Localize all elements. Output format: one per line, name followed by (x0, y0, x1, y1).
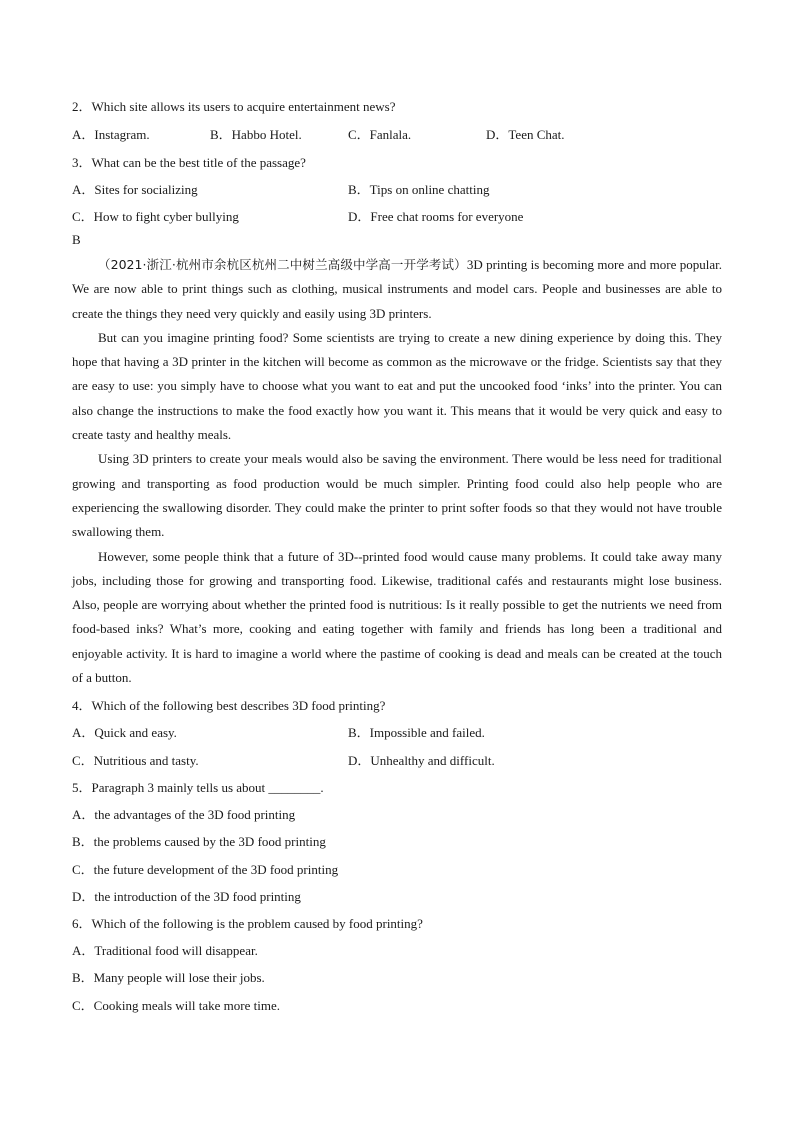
question-3-option-d: D．Free chat rooms for everyone (348, 209, 524, 224)
question-3-stem: 3．What can be the best title of the passage? (72, 155, 306, 170)
question-5-stem: 5．Paragraph 3 mainly tells us about ________. (72, 780, 324, 795)
question-3-option-a: A．Sites for socializing (72, 182, 198, 197)
question-6-stem: 6．Which of the following is the problem caused by food printing? (72, 916, 423, 931)
passage-source: （2021·浙江·杭州市余杭区杭州二中树兰高级中学高一开学考试） (98, 257, 467, 272)
question-2-option-c: C．Fanlala. (348, 127, 412, 142)
passage (72, 253, 722, 690)
question-6-option-a: A．Traditional food will disappear. (72, 943, 258, 958)
question-5-option-a: A．the advantages of the 3D food printing (72, 807, 296, 822)
passage-paragraph-4: However, some people think that a future of 3D--printed food would cause many problems. It could take away many jobs, including those for growing and transporting food. Likewise, traditional cafés and restaurants might lose business. Also, people are worrying about whether the printed food is nutritious: Is it really possible to get the nutrients we need from food-based inks? What’s more, cooking and eating together with family and friends has long been a traditional and enjoyable activity. It is hard to imagine a world where the pastime of cooking is dead and meals can be created at the touch of a button. (72, 548, 722, 686)
question-5-option-c: C．the future development of the 3D food printing (72, 862, 339, 877)
question-4-option-c: C．Nutritious and tasty. (72, 753, 199, 768)
passage-paragraph-1 (72, 253, 722, 326)
question-2-option-a: A．Instagram. (72, 127, 150, 142)
section-label: B (72, 232, 81, 247)
passage-paragraph-2: But can you imagine printing food? Some scientists are trying to create a new dining experience by doing this. They hope that having a 3D printer in the kitchen will become as common as the microwave or the fridge. Scientists say that they are easy to use: you simply have to choose what you want to eat and put the uncooked food ‘inks’ into the printer. You can also change the instructions to make the food exactly how you want it. This means that it would be very quick and easy to create tasty and healthy meals. (72, 329, 722, 443)
question-4-option-a: A．Quick and easy. (72, 725, 177, 740)
question-4-option-b: B．Impossible and failed. (348, 725, 485, 740)
question-3-option-c: C．How to fight cyber bullying (72, 209, 239, 224)
question-5-option-d: D．the introduction of the 3D food printing (72, 889, 301, 904)
question-5-option-b: B．the problems caused by the 3D food printing (72, 834, 326, 849)
question-3-option-b: B．Tips on online chatting (348, 182, 490, 197)
passage-paragraph-3: Using 3D printers to create your meals would also be saving the environment. There would be less need for traditional growing and transporting as food production would be much simpler. Printing food could also help people who are experiencing the swallowing disorder. They could make the printer to print softer foods so that they would not have trouble swallowing them. (72, 451, 722, 540)
question-2-option-d: D．Teen Chat. (486, 127, 565, 142)
question-2-stem: 2．Which site allows its users to acquire entertainment news? (72, 99, 396, 114)
question-4-option-d: D．Unhealthy and difficult. (348, 753, 495, 768)
question-4-stem: 4．Which of the following best describes 3D food printing? (72, 698, 386, 713)
question-6-option-b: B．Many people will lose their jobs. (72, 970, 265, 985)
question-2-option-b: B．Habbo Hotel. (210, 127, 302, 142)
question-6-option-c: C．Cooking meals will take more time. (72, 998, 280, 1013)
passage-paragraph-1-text: 3D printing is becoming more and more popular. We are now able to print things such as clothing, musical instruments and model cars. People and businesses are able to create the things they need very quickly and easily using 3D printers. (72, 257, 722, 321)
